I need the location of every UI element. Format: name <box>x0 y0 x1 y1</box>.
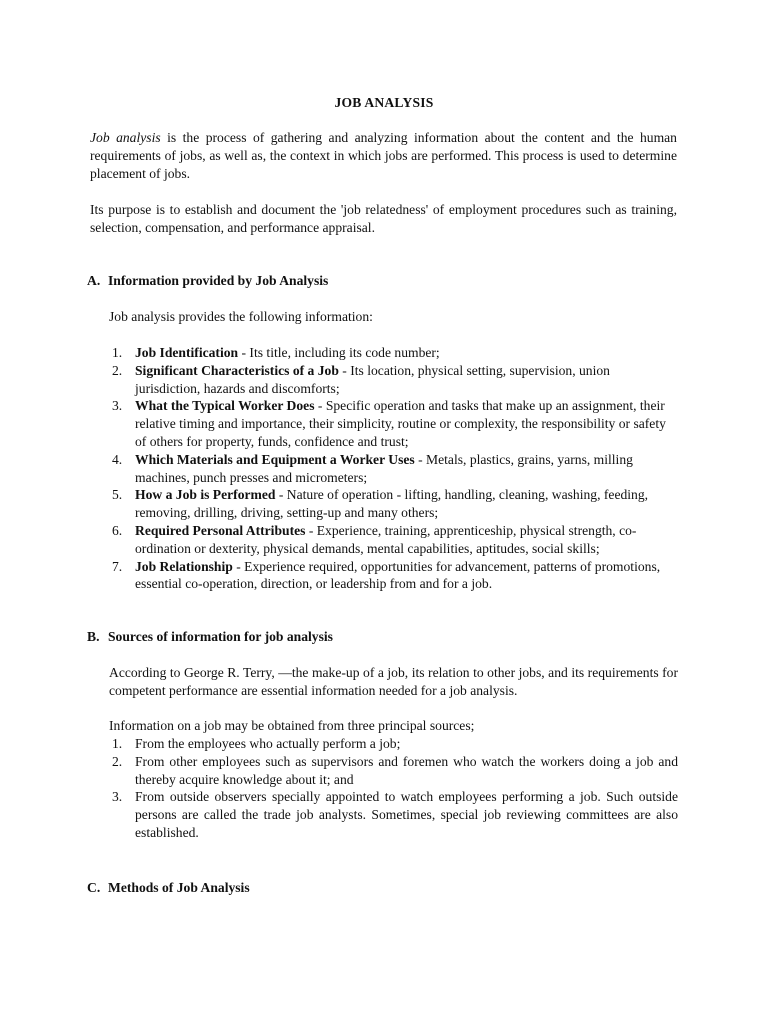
list-item-term: Job Identification <box>135 345 239 360</box>
list-item-number: 3. <box>112 398 123 414</box>
list-item-number: 2. <box>112 362 123 378</box>
list-item-text: - Specific operation and tasks that make up an assignment, their relative timing and importance, their simplicity, routine or complexity, the responsibility or safety of others for property, funds, confidence and trust; <box>135 398 666 449</box>
section-b-lead: Information on a job may be obtained from three principal sources; <box>109 718 475 733</box>
section-a-lead: Job analysis provides the following information: <box>109 309 373 324</box>
list-item <box>108 451 670 487</box>
list-item-term: Required Personal Attributes <box>135 522 306 538</box>
list-item-text: From other employees such as supervisors and foremen who watch the workers doing a job and thereby acquire knowledge about it; and <box>135 753 678 787</box>
section-a-letter: A. <box>87 273 101 288</box>
list-item-term: Which Materials and Equipment a Worker Uses <box>135 451 415 467</box>
list-item-number: 6. <box>112 522 123 538</box>
intro-text: is the process of gathering and analyzing information about the content and the human requirements of jobs, as well as, the context in which jobs are performed. This process is used to determine placement of jobs. <box>90 130 677 181</box>
list-item-text: - Its title, including its code number; <box>238 345 440 360</box>
list-item-term: What the Typical Worker Does <box>135 398 315 414</box>
list-item-number: 4. <box>112 451 123 467</box>
section-c-heading <box>87 879 250 897</box>
list-item-text: - Experience, training, apprenticeship, physical strength, co-ordination or dexterity, physical demands, mental capabilities, aptitudes, social skills; <box>135 522 637 556</box>
list-item-term: Job Relationship <box>135 558 233 574</box>
list-item-number: 1. <box>112 736 123 751</box>
list-item <box>108 486 670 522</box>
purpose-paragraph: Its purpose is to establish and document the 'job relatedness' of employment procedures such as training, selection, compensation, and performance appraisal. <box>90 202 677 235</box>
list-item <box>108 753 678 789</box>
list-item-term: Significant Characteristics of a Job <box>135 362 339 378</box>
section-b-list <box>108 735 678 842</box>
list-item-number: 7. <box>112 558 123 574</box>
section-a-list <box>108 344 670 593</box>
list-item-text: - Its location, physical setting, supervision, union jurisdiction, hazards and discomforts; <box>135 362 610 396</box>
list-item-text: - Nature of operation - lifting, handling, cleaning, washing, feeding, removing, drilling, driving, setting-up and many others; <box>135 487 649 521</box>
list-item <box>108 558 670 594</box>
section-c-title: Methods of Job Analysis <box>108 880 250 895</box>
list-item-text: - Metals, plastics, grains, yarns, milling machines, punch presses and micrometers; <box>135 451 633 485</box>
section-a-heading <box>87 272 328 290</box>
list-item <box>108 397 670 450</box>
section-c-letter: C. <box>87 880 101 895</box>
list-item <box>108 344 670 362</box>
document-title: JOB ANALYSIS <box>334 95 434 110</box>
list-item <box>108 522 670 558</box>
list-item <box>108 788 678 841</box>
list-item <box>108 735 678 753</box>
section-b-heading <box>87 628 333 646</box>
list-item-text: - Experience required, opportunities for advancement, patterns of promotions, essential co-operation, direction, or leadership from and for a job. <box>135 558 661 592</box>
list-item <box>108 362 670 398</box>
section-b-title: Sources of information for job analysis <box>108 629 333 644</box>
intro-paragraph <box>90 129 677 182</box>
list-item-number: 2. <box>112 753 123 769</box>
list-item-number: 5. <box>112 487 123 503</box>
list-item-term: How a Job is Performed <box>135 487 276 503</box>
list-item-text: From outside observers specially appointed to watch employees performing a job. Such outside persons are called the trade job analysts. Sometimes, special job reviewing committees are also established. <box>135 789 678 840</box>
list-item-number: 1. <box>112 345 123 360</box>
section-b-quote: According to George R. Terry, —the make-up of a job, its relation to other jobs, and its requirements for competent performance are essential information needed for a job analysis. <box>109 665 678 698</box>
list-item-text: From the employees who actually perform a job; <box>135 736 401 751</box>
list-item-number: 3. <box>112 789 123 805</box>
section-b-letter: B. <box>87 629 100 644</box>
intro-term: Job analysis <box>90 130 161 145</box>
section-a-title: Information provided by Job Analysis <box>108 273 329 288</box>
